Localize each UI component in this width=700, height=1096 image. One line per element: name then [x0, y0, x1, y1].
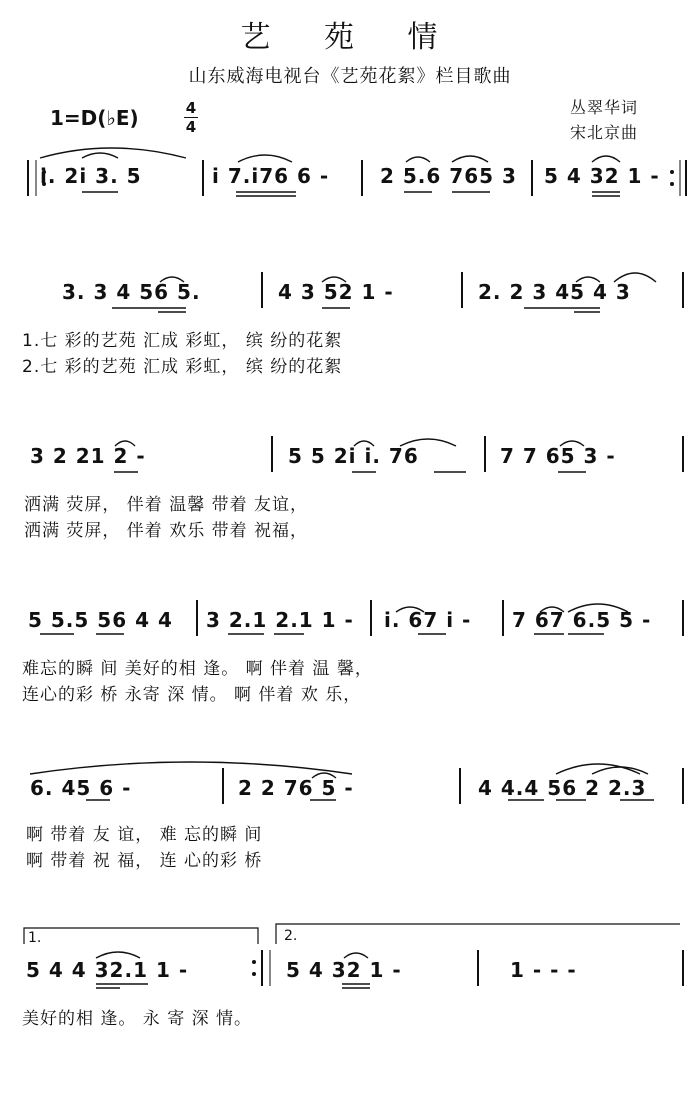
row6-measure1: 5 4 4 32.1 1 -	[26, 958, 189, 982]
row3-lyric-verse1: 洒满 荧屏， 伴着 温馨 带着 友谊，	[24, 495, 309, 515]
row4-measure3: i. 67 i -	[384, 608, 472, 632]
lyricist-credit: 丛翠华词	[570, 98, 639, 117]
row4-measure1: 5 5.5 56 4 4	[28, 608, 173, 632]
row5-measure3: 4 4.4 56 2 2.3	[478, 776, 647, 800]
row1-measure3: 2 5.6 765 3	[380, 164, 517, 188]
time-signature-bottom: 4	[185, 118, 197, 136]
row3-measure2: 5 5 2i i. 76	[288, 444, 419, 468]
row2-measure2: 4 3 52 1 -	[278, 280, 394, 304]
row5-lyric-verse1: 啊 带着 友 谊， 难 忘的瞬 间	[26, 825, 263, 845]
composer-credit: 宋北京曲	[570, 123, 639, 142]
volta-second-ending: 2.	[284, 928, 298, 944]
row6-measure2: 5 4 32 1 -	[286, 958, 402, 982]
volta-first-ending: 1.	[28, 930, 42, 946]
row4-lyric-verse2: 连心的彩 桥 永寄 深 情。 啊 伴着 欢 乐，	[22, 685, 362, 705]
row5-measure1: 6. 45 6 -	[30, 776, 132, 800]
row2-measure3: 2. 2 3 45 4 3	[478, 280, 631, 304]
row6-lyric: 美好的相 逢。 永 寄 深 情。	[22, 1009, 253, 1029]
row2-lyric-verse2: 2.七 彩的艺苑 汇成 彩虹， 缤 纷的花絮	[22, 357, 343, 377]
row4-measure4: 7 67 6.5 5 -	[512, 608, 652, 632]
row1-measure4: 5 4 32 1 -	[544, 164, 660, 188]
song-subtitle: 山东威海电视台《艺苑花絮》栏目歌曲	[188, 66, 512, 87]
row5-measure2: 2 2 76 5 -	[238, 776, 354, 800]
row2-measure1: 3. 3 4 56 5.	[62, 280, 201, 304]
key-signature: 1=D(♭E)	[50, 106, 139, 130]
row2-lyric-verse1: 1.七 彩的艺苑 汇成 彩虹， 缤 纷的花絮	[22, 331, 343, 351]
row3-measure3: 7 7 65 3 -	[500, 444, 616, 468]
row6-measure3: 1 - - -	[510, 958, 577, 982]
row3-lyric-verse2: 洒满 荧屏， 伴着 欢乐 带着 祝福，	[24, 521, 309, 541]
row4-lyric-verse1: 难忘的瞬 间 美好的相 逢。 啊 伴着 温 馨，	[22, 659, 373, 679]
row3-measure1: 3 2 21 2 -	[30, 444, 146, 468]
row4-measure2: 3 2.1 2.1 1 -	[206, 608, 354, 632]
time-signature-top: 4	[185, 99, 197, 117]
row1-measure2: i 7.i76 6 -	[212, 164, 330, 188]
song-title: 艺 苑 情	[240, 20, 460, 55]
row5-lyric-verse2: 啊 带着 祝 福， 连 心的彩 桥	[26, 851, 263, 871]
row1-measure1: i. 2i 3. 5	[40, 164, 142, 188]
